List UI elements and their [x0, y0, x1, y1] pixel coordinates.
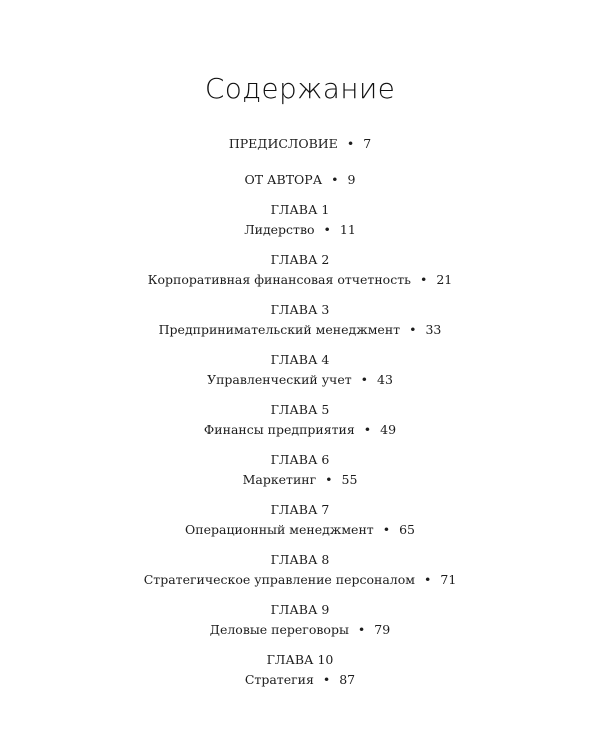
toc-entry-chapter-3[interactable]	[0, 322, 600, 338]
toc-page-number: 11	[339, 222, 356, 237]
toc-page-number: 9	[347, 172, 356, 187]
toc-entry-title: ОТ АВТОРА	[244, 172, 323, 187]
toc-separator: •	[346, 136, 355, 151]
toc-page-number: 87	[339, 672, 356, 687]
toc-entry-chapter-9[interactable]	[0, 622, 600, 638]
toc-page-number: 79	[374, 622, 391, 637]
toc-entry-title: ПРЕДИСЛОВИЕ	[228, 136, 338, 151]
toc-entry-chapter-10[interactable]	[0, 672, 600, 688]
toc-entry-chapter-8[interactable]	[0, 572, 600, 588]
toc-entry-title: Операционный менеджмент	[185, 522, 374, 537]
toc-entry-chapter-2[interactable]	[0, 272, 600, 288]
toc-chapter-heading: ГЛАВА 7	[270, 502, 330, 517]
toc-separator: •	[322, 672, 331, 687]
toc-page-number: 65	[399, 522, 415, 537]
toc-entry-chapter-1[interactable]	[0, 222, 600, 238]
toc-separator: •	[409, 322, 417, 337]
toc-separator: •	[323, 222, 331, 237]
toc-entry-chapter-6[interactable]	[0, 472, 600, 488]
toc-separator: •	[382, 522, 391, 537]
toc-entry-preface[interactable]	[0, 136, 600, 152]
toc-entry-chapter-4[interactable]	[0, 372, 600, 388]
toc-entry-chapter-5[interactable]	[0, 422, 600, 438]
toc-entry-title: Предпринимательский менеджмент	[158, 322, 401, 337]
toc-entry-chapter-7[interactable]	[0, 522, 600, 538]
toc-separator: •	[363, 422, 372, 437]
toc-entry-title: Маркетинг	[242, 472, 317, 487]
toc-separator: •	[357, 622, 366, 637]
toc-separator: •	[424, 572, 432, 587]
toc-entry-title: Деловые переговоры	[209, 622, 349, 637]
toc-separator: •	[419, 272, 428, 287]
toc-entry-title: Стратегия	[244, 672, 314, 687]
toc-entry-title: Лидерство	[244, 222, 315, 237]
toc-separator: •	[331, 172, 339, 187]
toc-page-number: 49	[380, 422, 397, 437]
toc-separator: •	[360, 372, 369, 387]
toc-entry-title: Стратегическое управление персоналом	[143, 572, 415, 587]
toc-entry-author-note[interactable]	[0, 172, 600, 188]
toc-chapter-heading: ГЛАВА 1	[270, 202, 330, 217]
toc-page-number: 33	[425, 322, 442, 337]
toc-chapter-heading: ГЛАВА 2	[270, 252, 330, 267]
toc-page-number: 71	[440, 572, 457, 587]
toc-chapter-heading: ГЛАВА 10	[266, 652, 334, 667]
toc-entry-title: Управленческий учет	[207, 372, 352, 387]
toc-chapter-heading: ГЛАВА 9	[270, 602, 330, 617]
toc-separator: •	[325, 472, 333, 487]
toc-chapter-heading: ГЛАВА 6	[270, 452, 330, 467]
toc-page-number: 7	[363, 136, 372, 151]
toc-page-number: 55	[341, 472, 358, 487]
toc-chapter-heading: ГЛАВА 8	[270, 552, 330, 567]
toc-page-number: 21	[436, 272, 453, 287]
toc-chapter-heading: ГЛАВА 3	[270, 302, 330, 317]
toc-entry-title: Корпоративная финансовая отчетность	[147, 272, 411, 287]
toc-chapter-heading: ГЛАВА 5	[270, 402, 330, 417]
toc-chapter-heading: ГЛАВА 4	[270, 352, 330, 367]
toc-entry-title: Финансы предприятия	[203, 422, 355, 437]
page-title: Содержание	[204, 72, 396, 105]
toc-page-number: 43	[377, 372, 393, 387]
